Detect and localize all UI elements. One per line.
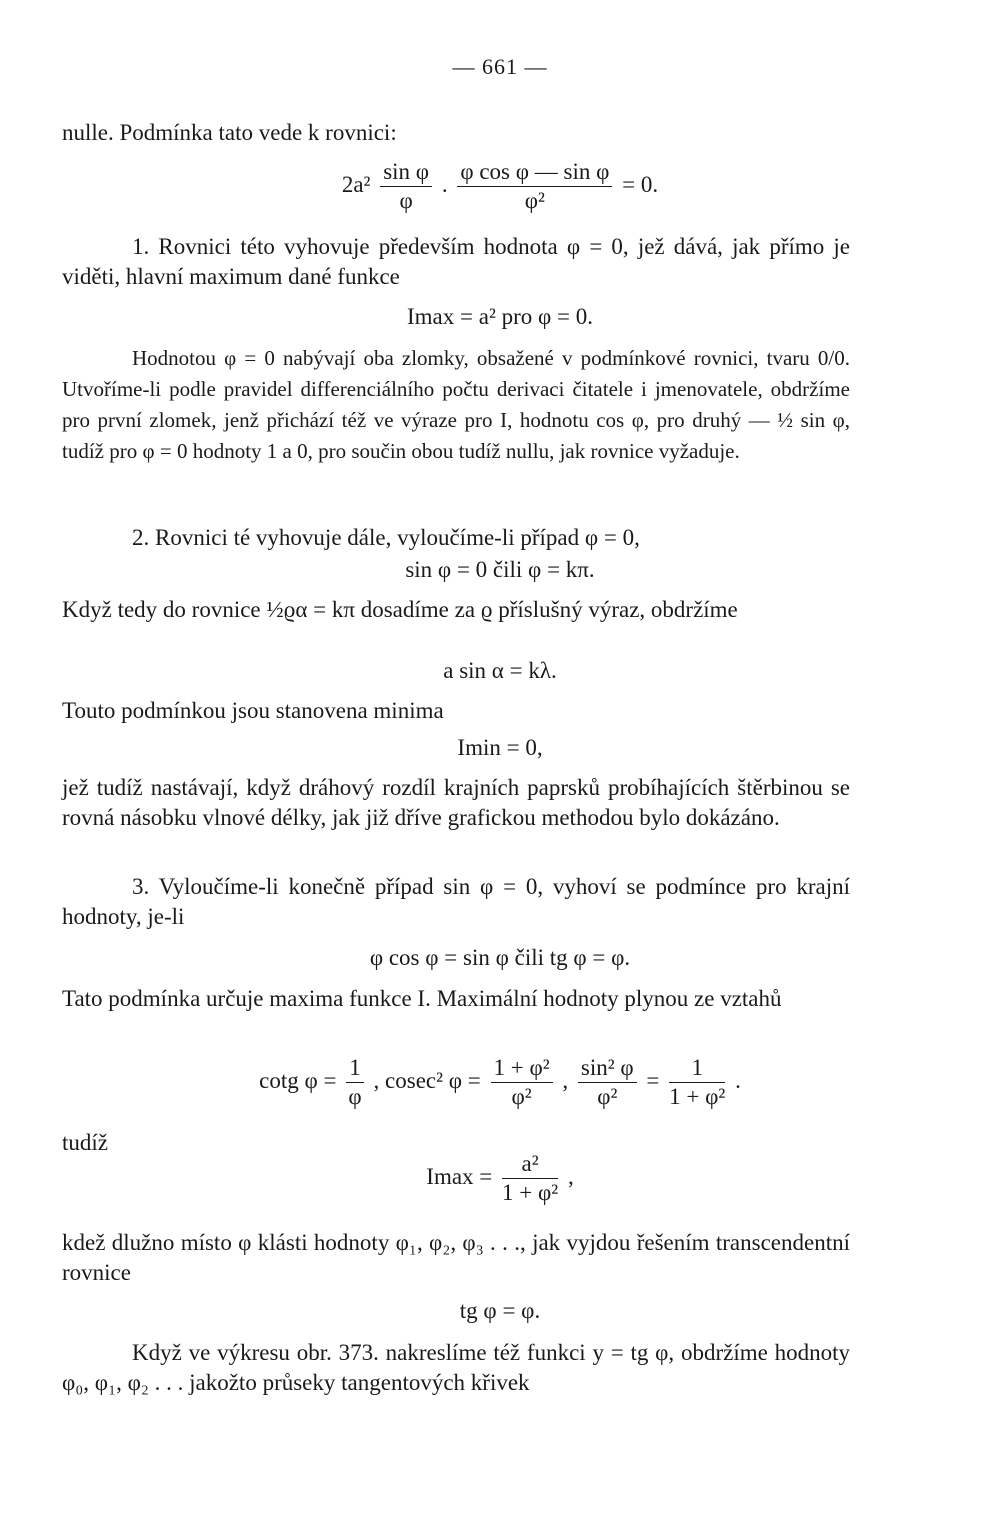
paragraph-5: Touto podmínkou jsou stanovena minima [62, 698, 444, 723]
paragraph-9: tudíž [62, 1130, 108, 1155]
page-number: — 661 — [452, 54, 548, 79]
eq7-part-a: cotg φ = [259, 1067, 343, 1093]
paragraph-11: Když ve výkresu obr. 373. nakreslíme též funkci y = tg φ, obdržíme hodnoty φ₀, φ₁, φ₂ . . . jakožto průseky tangentových křivek [62, 1340, 850, 1395]
eq1-f1-numerator: sin φ [380, 158, 432, 187]
eq7-part-d: = [646, 1067, 666, 1093]
paragraph-8: Tato podmínka určuje maxima funkce I. Maximální hodnoty plynou ze vztahů [62, 986, 782, 1011]
eq7-fraction-3 [578, 1054, 637, 1111]
eq7-f1-denominator: φ [348, 1084, 362, 1109]
eq8-denominator: 1 + φ² [502, 1180, 559, 1205]
eq7-f2-numerator: 1 + φ² [491, 1054, 553, 1083]
eq1-f2-numerator: φ cos φ — sin φ [457, 158, 612, 187]
eq7-fraction-1 [346, 1054, 364, 1111]
eq7-f3-numerator: sin² φ [578, 1054, 637, 1083]
eq1-dot: . [441, 171, 454, 197]
eq8-part-b: , [567, 1163, 574, 1189]
equation-8 [0, 1150, 1000, 1207]
eq1-fraction-2 [457, 158, 612, 215]
eq7-f4-numerator: 1 [669, 1054, 725, 1083]
eq1-prefix: 2a² [341, 171, 377, 197]
eq7-f2-denominator: φ² [511, 1084, 532, 1109]
eq7-fraction-4 [669, 1054, 725, 1111]
intro-line: nulle. Podmínka tato vede k rovnici: [62, 120, 397, 145]
eq1-f2-denominator: φ² [524, 188, 545, 213]
paragraph-7: 3. Vyloučíme-li konečně případ sin φ = 0, vyhoví se podmínce pro krajní hodnoty, je-li [62, 874, 850, 929]
eq7-part-b: , cosec² φ = [373, 1067, 487, 1093]
eq7-f4-denominator: 1 + φ² [669, 1084, 726, 1109]
eq8-fraction [502, 1150, 558, 1207]
eq7-f3-denominator: φ² [597, 1084, 618, 1109]
equation-1 [0, 158, 1000, 215]
paragraph-6: jež tudíž nastávají, když dráhový rozdíl krajních paprsků probíhajících štěrbinou se rovná násobku vlnové délky, jak již dříve grafickou methodou bylo dokázáno. [62, 775, 850, 830]
eq1-f1-denominator: φ [399, 188, 413, 213]
paragraph-3: 2. Rovnici té vyhovuje dále, vyloučíme-li případ φ = 0, [132, 525, 640, 550]
equation-6: φ cos φ = sin φ čili tg φ = φ. [369, 945, 631, 970]
paragraph-10: kdež dlužno místo φ klásti hodnoty φ₁, φ₂, φ₃ . . ., jak vyjdou řešením transcendentní rovnice [62, 1230, 850, 1285]
paragraph-4: Když tedy do rovnice ½ϱα = kπ dosadíme za ϱ příslušný výraz, obdržíme [62, 597, 738, 622]
paragraph-2: Hodnotou φ = 0 nabývají oba zlomky, obsažené v podmínkové rovnici, tvaru 0/0. Utvoříme-li podle pravidel differenciálního počtu derivaci čitatele i jmenovatele, obdržíme pro první zlomek, jenž přichází též ve výraze pro I, hodnotu cos φ, pro druhý — ½ sin φ, tudíž pro φ = 0 hodnoty 1 a 0, pro součin obou tudíž nullu, jak rovnice vyžaduje. [62, 346, 850, 463]
equation-4: a sin α = kλ. [443, 658, 557, 683]
eq7-fraction-2 [491, 1054, 553, 1111]
eq1-fraction-1 [380, 158, 432, 215]
eq7-part-c: , [562, 1067, 574, 1093]
eq8-part-a: Imax = [426, 1163, 499, 1189]
equation-3: sin φ = 0 čili φ = kπ. [405, 557, 595, 582]
equation-2: Imax = a² pro φ = 0. [407, 304, 593, 329]
eq7-part-e: . [735, 1067, 741, 1093]
eq1-suffix: = 0. [622, 171, 659, 197]
equation-7 [0, 1054, 1000, 1111]
equation-5: Imin = 0, [457, 735, 543, 760]
eq8-numerator: a² [502, 1150, 558, 1179]
paragraph-1: 1. Rovnici této vyhovuje především hodnota φ = 0, jež dává, jak přímo je viděti, hlavní maximum dané funkce [62, 234, 850, 289]
eq7-f1-numerator: 1 [346, 1054, 364, 1083]
equation-9: tg φ = φ. [459, 1298, 541, 1323]
